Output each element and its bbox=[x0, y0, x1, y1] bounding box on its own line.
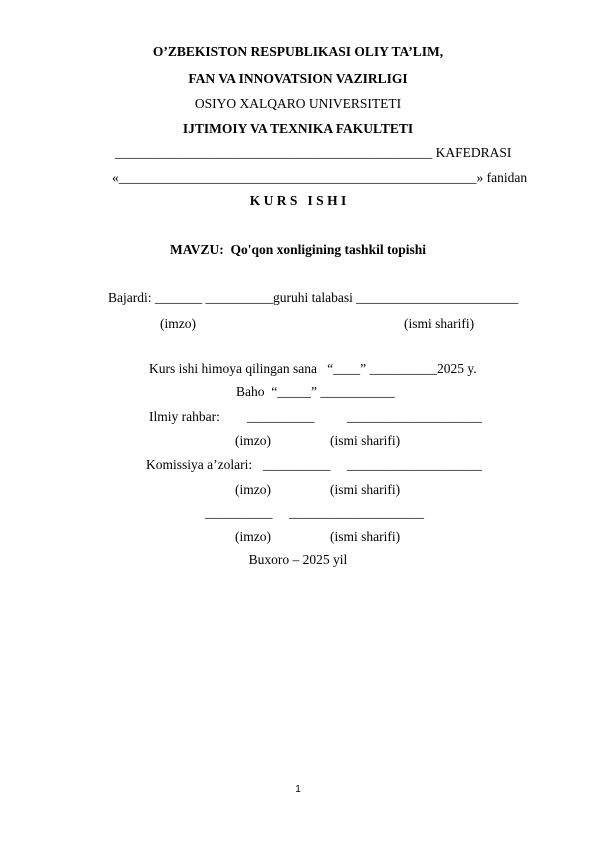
university-name: OSIYO XALQARO UNIVERSITETI bbox=[194, 96, 402, 111]
grade-line: Baho “_____” ___________ bbox=[236, 384, 395, 399]
commission-label: Komissiya a’zolari: bbox=[146, 457, 253, 472]
commission-extra-name-blank: ____________________ bbox=[289, 505, 424, 520]
supervisor-sign-blank: __________ bbox=[247, 409, 315, 424]
city-year: Buxoro – 2025 yil bbox=[248, 552, 348, 567]
supervisor-label: Ilmiy rahbar: bbox=[149, 409, 220, 424]
commission-imzo-label: (imzo) bbox=[235, 482, 271, 497]
document-type-title: K U R S I S H I bbox=[249, 193, 347, 208]
ministry-line-2: FAN VA INNOVATSION VAZIRLIGI bbox=[188, 71, 408, 86]
commission-sign-blank: __________ bbox=[263, 457, 331, 472]
supervisor-imzo-label: (imzo) bbox=[235, 433, 271, 448]
supervisor-name-blank: ____________________ bbox=[347, 409, 482, 424]
topic-line: MAVZU: Qo'qon xonligining tashkil topishi bbox=[170, 242, 426, 257]
student-name-label: (ismi sharifi) bbox=[404, 316, 475, 331]
supervisor-name-label: (ismi sharifi) bbox=[330, 433, 401, 448]
commission-name-label: (ismi sharifi) bbox=[330, 482, 401, 497]
student-imzo-label: (imzo) bbox=[160, 316, 196, 331]
student-line: Bajardi: _______ __________guruhi talabasi ________________________ bbox=[108, 290, 519, 305]
commission-extra-sign-blank: __________ bbox=[205, 505, 273, 520]
faculty-name: IJTIMOIY VA TEXNIKA FAKULTETI bbox=[182, 121, 414, 136]
ministry-line-1: O’ZBEKISTON RESPUBLIKASI OLIY TA’LIM, bbox=[152, 44, 444, 59]
department-line: _______________________________________________ KAFEDRASI bbox=[115, 145, 512, 160]
commission-name-blank: ____________________ bbox=[347, 457, 482, 472]
subject-line: «_____________________________________________________» fanidan bbox=[112, 170, 528, 185]
page-number: 1 bbox=[295, 784, 301, 795]
commission-extra-name-label: (ismi sharifi) bbox=[330, 529, 401, 544]
commission-extra-imzo-label: (imzo) bbox=[235, 529, 271, 544]
defense-date-line: Kurs ishi himoya qilingan sana “____” __________2025 y. bbox=[149, 361, 477, 376]
